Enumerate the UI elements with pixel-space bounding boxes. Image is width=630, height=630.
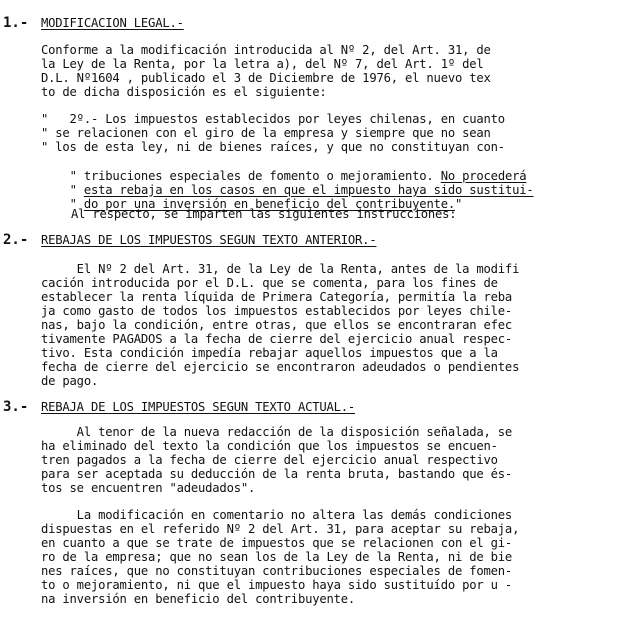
s3-para1-line-2: ha eliminado del texto la condición que los impuestos se encuen- bbox=[41, 439, 498, 453]
s1-quote-line-5-mark: " bbox=[69, 182, 84, 197]
s1-quote-line-4-text: " tribuciones especiales de fomento o mejoramiento. bbox=[69, 168, 441, 183]
s2-para-line-5: nas, bajo la condición, entre otras, que ellos se encontraran efec bbox=[41, 318, 513, 332]
s1-quote-line-6-underlined: do por una inversión en beneficio del contribuyente. bbox=[83, 196, 455, 211]
s2-para-line-1: El Nº 2 del Art. 31, de la Ley de la Renta, antes de la modifi bbox=[41, 262, 520, 276]
s3-para2-line-2: dispuestas en el referido Nº 2 del Art. 31, para aceptar su rebaja, bbox=[41, 522, 520, 536]
section-1-heading: MODIFICACION LEGAL.- bbox=[41, 16, 184, 30]
s1-quote-line-5-underlined: esta rebaja en los casos en que el impuesto haya sido sustitui- bbox=[83, 182, 534, 197]
s1-quote-line-2: " se relacionen con el giro de la empresa y siempre que no sean bbox=[41, 126, 491, 140]
s1-para1-line-1: Conforme a la modificación introducida al Nº 2, del Art. 31, de bbox=[41, 43, 491, 57]
s1-quote-line-4-underlined: No procederá bbox=[440, 168, 527, 183]
s1-quote-line-6-mark: " bbox=[69, 196, 84, 211]
section-3-number: 3.- bbox=[3, 399, 29, 415]
s3-para1-line-3: tren pagados a la fecha de cierre del ejercicio anual respectivo bbox=[41, 453, 498, 467]
s2-para-line-4: ja como gasto de todos los impuestos establecidos por leyes chile- bbox=[41, 304, 513, 318]
s1-instructions: Al respecto, se imparten las siguientes instrucciones: bbox=[71, 207, 457, 221]
s1-para1-line-3: D.L. Nº1604 , publicado el 3 de Diciembre de 1976, el nuevo tex bbox=[41, 71, 491, 85]
s2-para-line-9: de pago. bbox=[41, 374, 99, 388]
section-1-number: 1.- bbox=[3, 15, 29, 31]
section-3-heading: REBAJA DE LOS IMPUESTOS SEGUN TEXTO ACTUAL.- bbox=[41, 400, 356, 414]
s3-para1-line-5: tos se encuentren "adeudados". bbox=[41, 481, 256, 495]
s3-para2-line-7: na inversión en beneficio del contribuyente. bbox=[41, 592, 356, 606]
s3-para2-line-3: en cuanto a que se trate de impuestos que se relacionen con el gi- bbox=[41, 536, 513, 550]
s3-para1-line-1: Al tenor de la nueva redacción de la disposición señalada, se bbox=[41, 425, 513, 439]
s3-para2-line-5: nes raíces, que no constituyan contribuciones especiales de fomen- bbox=[41, 564, 513, 578]
s2-para-line-7: tivo. Esta condición impedía rebajar aquellos impuestos que a la bbox=[41, 346, 498, 360]
s2-para-line-2: cación introducida por el D.L. que se comenta, para los fines de bbox=[41, 276, 498, 290]
section-2-heading: REBAJAS DE LOS IMPUESTOS SEGUN TEXTO ANTERIOR.- bbox=[41, 233, 377, 247]
s2-para-line-6: tivamente PAGADOS a la fecha de cierre del ejercicio anual respec- bbox=[41, 332, 513, 346]
s3-para1-line-4: para ser aceptada su deducción de la renta bruta, bastando que és- bbox=[41, 467, 513, 481]
section-2-number: 2.- bbox=[3, 232, 29, 248]
s2-para-line-3: establecer la renta líquida de Primera Categoría, permitía la reba bbox=[41, 290, 513, 304]
s1-para1-line-4: to de dicha disposición es el siguiente: bbox=[41, 85, 327, 99]
s3-para2-line-4: ro de la empresa; que no sean los de la Ley de la Renta, ni de bie bbox=[41, 550, 513, 564]
s2-para-line-8: fecha de cierre del ejercicio se encontraron adeudados o pendientes bbox=[41, 360, 520, 374]
s3-para2-line-1: La modificación en comentario no altera las demás condiciones bbox=[41, 508, 513, 522]
s1-quote-line-1: " 2º.- Los impuestos establecidos por leyes chilenas, en cuanto bbox=[41, 112, 505, 126]
s1-quote-line-6-end: " bbox=[455, 196, 463, 211]
s1-quote-line-3: " los de esta ley, ni de bienes raíces, y que no constituyan con- bbox=[41, 140, 505, 154]
s3-para2-line-6: to o mejoramiento, ni que el impuesto haya sido sustituído por u - bbox=[41, 578, 513, 592]
s1-para1-line-2: la Ley de la Renta, por la letra a), del Nº 7, del Art. 1º del bbox=[41, 57, 484, 71]
